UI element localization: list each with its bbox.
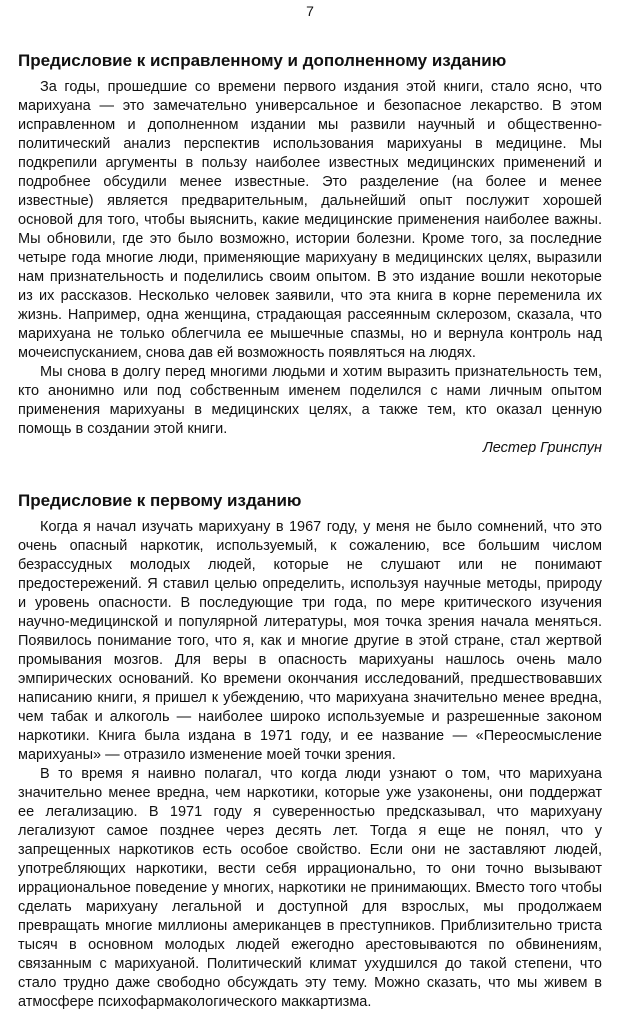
- section-revised-edition-preface: [18, 51, 602, 458]
- author-signature: Лестер Гринспун: [482, 440, 602, 456]
- paragraph: Мы снова в долгу перед многими людьми и хотим выразить признательность тем, кто анонимно или под собственным именем поделился с нами личным опытом применения марихуаны в медицинских целях, а также тем, кто оказал ценную помощь в создании этой книги.: [18, 364, 602, 437]
- page-number: 7: [306, 3, 314, 19]
- section-first-edition-preface: [18, 491, 602, 1012]
- section-heading: Предисловие к исправленному и дополненному изданию: [18, 51, 507, 70]
- paragraph: Когда я начал изучать марихуану в 1967 году, у меня не было сомнений, что это очень опасный наркотик, используемый, к сожалению, все большим числом безрассудных молодых людей, которые не слушают или не понимают предостережений. Я ставил целью определить, используя научные методы, природу и уровень опасности. В последующие три года, по мере критического изучения научно-медицинской и популярной литературы, моя точка зрения начала меняться. Появилось понимание того, что я, как и многие другие в этой стране, стал жертвой промывания мозгов. Для веры в опасность марихуаны нашлось очень мало эмпирических оснований. Ко времени окончания исследований, предшествовавших написанию книги, я пришел к убеждению, что марихуана значительно менее вредна, чем табак и алкоголь — наиболее широко используемые и разрешенные законом наркотики. Книга была издана в 1971 году, и ее название — «Переосмысление марихуаны» — отразило изменение моей точки зрения.: [18, 519, 602, 763]
- section-heading: Предисловие к первому изданию: [18, 491, 302, 510]
- paragraph: В то время я наивно полагал, что когда люди узнают о том, что марихуана значительно менее вредна, чем наркотики, которые уже узаконены, они поддержат ее легализацию. В 1971 году я суверенностью предсказывал, что марихуану легализуют самое позднее через десять лет. Тогда я еще не понял, что у запрещенных наркотиков есть особое свойство. Если они не заставляют людей, употребляющих наркотики, вести себя иррационально, то они точно вызывают иррациональное поведение у многих, наркотики не принимающих. Вместо того чтобы сделать марихуану легальной и доступной для взрослых, мы продолжаем превращать многие миллионы американцев в преступников. Приблизительно триста тысяч в основном молодых людей ежегодно арестовываются по обвинениям, связанным с марихуаной. Политический климат ухудшился до такой степени, что стало трудно даже свободно обсуждать эту тему. Можно сказать, что мы живем в атмосфере психофармакологического маккартизма.: [18, 766, 602, 1010]
- paragraph: За годы, прошедшие со времени первого издания этой книги, стало ясно, что марихуана — это замечательно универсальное и безопасное лекарство. В этом исправленном и дополненном издании мы развили научный и общественно-политический анализ перспектив использования марихуаны в медицине. Мы подкрепили аргументы в пользу наиболее известных медицинских применений и подробнее обсудили менее известные. Это разделение (на более и менее известные) является предварительным, дальнейший опыт послужит хорошей основой для того, чтобы выяснить, какие медицинские применения наиболее важны. Мы обновили, где это было возможно, истории болезни. Кроме того, за последние четыре года многие люди, применяющие марихуану в медицинских целях, выразили нам признательность и поделились своим опытом. В это издание вошли некоторые из их рассказов. Несколько человек заявили, что эта книга в корне переменила их жизнь. Например, одна женщина, страдающая рассеянным склерозом, сказала, что марихуана не только облегчила ее мышечные спазмы, но и вернула контроль над мочеиспусканием, снова дав ей возможность появляться на людях.: [18, 79, 602, 361]
